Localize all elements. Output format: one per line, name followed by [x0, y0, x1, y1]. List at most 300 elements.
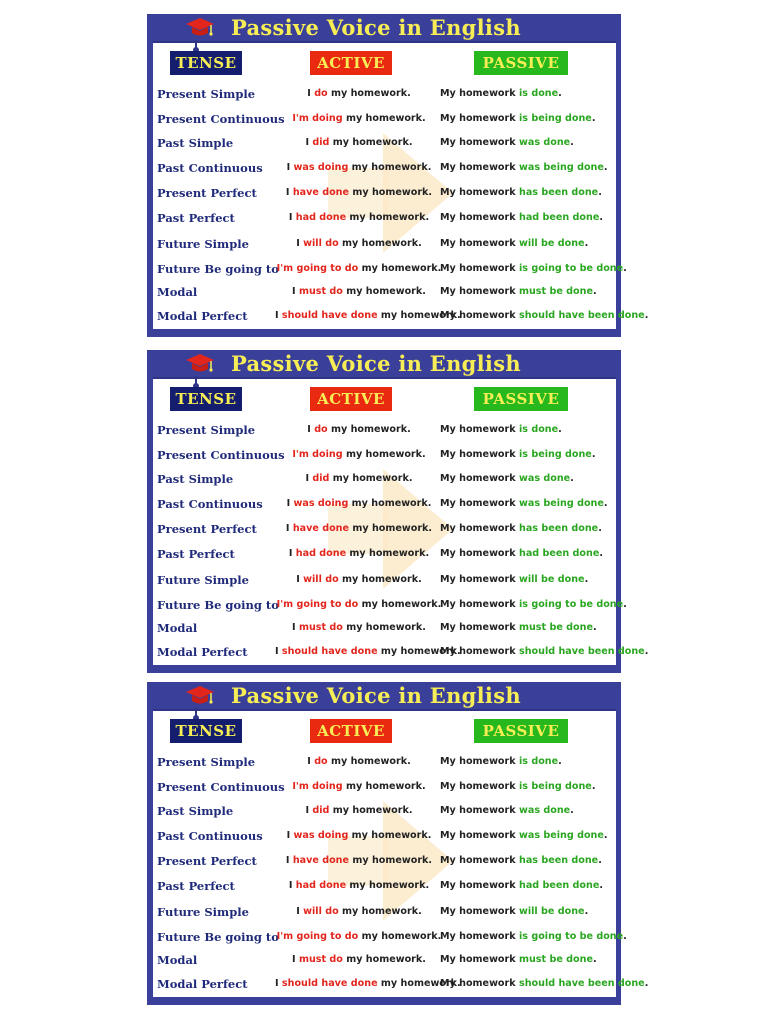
active-object: my homework.: [348, 498, 432, 509]
active-verb: I'm going to do: [276, 263, 359, 274]
passive-subject: My homework: [440, 805, 519, 816]
active-object: my homework.: [346, 212, 430, 223]
tense-name: Present Perfect: [157, 522, 257, 536]
tense-name: Present Simple: [157, 755, 256, 769]
passive-subject: My homework: [440, 880, 519, 891]
active-object: my homework.: [329, 137, 413, 148]
passive-subject: My homework: [440, 498, 519, 509]
active-subject: I: [286, 830, 294, 841]
passive-verb: is going to be done: [518, 599, 624, 610]
tense-name: Present Perfect: [157, 854, 257, 868]
active-sentence: [275, 133, 443, 153]
table-row: [153, 950, 616, 970]
passive-verb: is done: [518, 424, 559, 435]
active-subject: I: [296, 906, 304, 917]
tense-name: Past Perfect: [157, 211, 235, 225]
table-row: [153, 927, 627, 947]
passive-verb: is going to be done: [518, 931, 624, 942]
active-verb: I'm doing: [292, 781, 343, 792]
passive-sentence: [440, 259, 627, 279]
passive-verb: was being done: [518, 498, 604, 509]
passive-end: .: [599, 880, 603, 891]
tense-name: Present Continuous: [157, 112, 285, 126]
active-sentence: [275, 158, 443, 178]
tense-name: Past Simple: [157, 472, 234, 486]
active-subject: I: [292, 286, 299, 297]
passive-sentence: [440, 618, 597, 638]
active-sentence: [275, 109, 443, 129]
passive-verb: was being done: [518, 830, 604, 841]
passive-end: .: [644, 646, 649, 657]
active-subject: I: [288, 548, 296, 559]
active-sentence: [275, 494, 443, 514]
table-row: [153, 259, 627, 279]
tense-name: Past Continuous: [157, 161, 263, 175]
passive-end: .: [623, 263, 627, 274]
active-verb: should have done: [281, 310, 378, 321]
table-row: [153, 595, 627, 615]
passive-end: .: [598, 187, 602, 198]
passive-sentence: [440, 133, 574, 153]
passive-subject: My homework: [440, 424, 519, 435]
active-object: my homework.: [342, 113, 426, 124]
passive-verb: was done: [518, 473, 571, 484]
active-verb: was doing: [293, 830, 349, 841]
active-verb: should have done: [281, 646, 378, 657]
active-object: my homework.: [349, 523, 433, 534]
passive-verb: had been done: [518, 880, 600, 891]
header-passive: PASSIVE: [474, 51, 568, 75]
tense-name: Modal: [157, 621, 198, 635]
passive-verb: has been done: [518, 523, 599, 534]
active-subject: I: [275, 310, 282, 321]
active-object: my homework.: [358, 263, 442, 274]
tense-name: Past Continuous: [157, 829, 263, 843]
passive-voice-card: [147, 350, 649, 673]
tense-name: Past Simple: [157, 136, 234, 150]
passive-sentence: [440, 494, 608, 514]
passive-verb: was done: [518, 137, 571, 148]
table-row: [153, 974, 649, 994]
passive-end: .: [570, 137, 574, 148]
tense-name: Modal Perfect: [157, 645, 248, 659]
tense-name: Modal: [157, 953, 198, 967]
active-sentence: [275, 84, 443, 104]
passive-verb: should have been done: [518, 646, 645, 657]
tense-name: Past Continuous: [157, 497, 263, 511]
passive-end: .: [603, 498, 608, 509]
tense-name: Modal: [157, 285, 198, 299]
header-active: ACTIVE: [310, 51, 392, 75]
passive-sentence: [440, 826, 608, 846]
passive-verb: is done: [518, 88, 559, 99]
passive-sentence: [440, 752, 562, 772]
passive-sentence: [440, 84, 562, 104]
active-subject: I: [288, 212, 296, 223]
active-verb: do: [314, 88, 328, 99]
active-verb: should have done: [281, 978, 378, 989]
active-sentence: [275, 851, 443, 871]
active-subject: I: [307, 424, 315, 435]
passive-sentence: [440, 183, 602, 203]
active-sentence: [275, 570, 443, 590]
passive-sentence: [440, 306, 648, 326]
active-verb: I'm going to do: [276, 599, 359, 610]
passive-verb: is being done: [518, 449, 592, 460]
header-active: ACTIVE: [310, 719, 392, 743]
active-sentence: [275, 595, 443, 615]
passive-end: .: [592, 954, 597, 965]
passive-verb: was done: [518, 805, 571, 816]
active-verb: had done: [295, 212, 347, 223]
passive-sentence: [440, 851, 602, 871]
passive-subject: My homework: [440, 449, 519, 460]
passive-subject: My homework: [440, 238, 519, 249]
active-sentence: [275, 306, 461, 326]
passive-end: .: [591, 113, 596, 124]
tense-name: Future Be going to: [157, 262, 279, 276]
active-sentence: [275, 826, 443, 846]
passive-subject: My homework: [440, 954, 519, 965]
card-body: [153, 377, 649, 665]
active-verb: have done: [292, 187, 350, 198]
active-verb: did: [312, 137, 330, 148]
active-sentence: [275, 420, 443, 440]
passive-subject: My homework: [440, 599, 519, 610]
passive-verb: must be done: [518, 622, 593, 633]
passive-verb: will be done: [518, 906, 585, 917]
active-sentence: [275, 208, 443, 228]
active-verb: will do: [303, 906, 339, 917]
card-header: [147, 350, 621, 377]
passive-sentence: [440, 876, 603, 896]
active-object: my homework.: [349, 187, 433, 198]
passive-sentence: [440, 595, 627, 615]
passive-sentence: [440, 902, 588, 922]
active-object: my homework.: [346, 880, 430, 891]
passive-subject: My homework: [440, 756, 519, 767]
passive-voice-card: [147, 682, 649, 1005]
active-sentence: [275, 519, 443, 539]
active-sentence: [275, 445, 443, 465]
tense-name: Past Perfect: [157, 547, 235, 561]
table-row: [153, 851, 616, 871]
passive-subject: My homework: [440, 855, 519, 866]
passive-subject: My homework: [440, 263, 519, 274]
passive-sentence: [440, 544, 603, 564]
active-subject: I: [296, 574, 304, 585]
active-object: my homework.: [338, 574, 422, 585]
passive-sentence: [440, 109, 595, 129]
active-object: my homework.: [377, 978, 461, 989]
active-verb: did: [312, 805, 330, 816]
passive-verb: has been done: [518, 187, 599, 198]
active-verb: must do: [298, 622, 343, 633]
table-row: [153, 752, 616, 772]
passive-verb: was being done: [518, 162, 604, 173]
active-subject: I: [305, 137, 313, 148]
passive-end: .: [592, 286, 597, 297]
active-sentence: [275, 183, 443, 203]
active-subject: I: [286, 162, 294, 173]
active-subject: I: [285, 187, 293, 198]
tense-name: Past Perfect: [157, 879, 235, 893]
active-subject: I: [296, 238, 304, 249]
card-title: Passive Voice in English: [231, 683, 521, 708]
passive-end: .: [570, 473, 574, 484]
active-subject: I: [285, 855, 293, 866]
header-tense: TENSE: [170, 51, 242, 75]
active-sentence: [275, 974, 461, 994]
table-row: [153, 183, 616, 203]
active-sentence: [275, 469, 443, 489]
active-sentence: [275, 950, 443, 970]
table-row: [153, 777, 616, 797]
active-verb: was doing: [293, 498, 349, 509]
active-object: my homework.: [342, 622, 426, 633]
passive-verb: will be done: [518, 238, 585, 249]
table-row: [153, 519, 616, 539]
table-row: [153, 208, 616, 228]
active-object: my homework.: [327, 756, 411, 767]
passive-sentence: [440, 642, 648, 662]
passive-end: .: [558, 88, 562, 99]
active-subject: I: [275, 646, 282, 657]
table-row: [153, 902, 616, 922]
active-subject: I: [292, 622, 299, 633]
passive-subject: My homework: [440, 523, 519, 534]
active-object: my homework.: [338, 906, 422, 917]
active-sentence: [275, 259, 443, 279]
active-object: my homework.: [349, 855, 433, 866]
passive-subject: My homework: [440, 978, 519, 989]
passive-subject: My homework: [440, 931, 519, 942]
passive-end: .: [558, 756, 562, 767]
passive-subject: My homework: [440, 906, 519, 917]
passive-voice-card: [147, 14, 649, 337]
active-object: my homework.: [348, 162, 432, 173]
table-row: [153, 642, 649, 662]
table-row: [153, 876, 616, 896]
active-sentence: [275, 801, 443, 821]
table-row: [153, 801, 616, 821]
active-subject: I: [286, 498, 294, 509]
active-object: my homework.: [358, 931, 442, 942]
passive-verb: has been done: [518, 855, 599, 866]
active-verb: will do: [303, 574, 339, 585]
active-verb: do: [314, 756, 328, 767]
tense-name: Future Simple: [157, 237, 249, 251]
passive-verb: will be done: [518, 574, 585, 585]
active-object: my homework.: [377, 310, 461, 321]
active-subject: I: [275, 978, 282, 989]
passive-sentence: [440, 777, 595, 797]
passive-end: .: [623, 931, 627, 942]
header-passive: PASSIVE: [474, 387, 568, 411]
passive-verb: is done: [518, 756, 559, 767]
passive-end: .: [599, 212, 603, 223]
passive-end: .: [584, 906, 589, 917]
active-sentence: [275, 752, 443, 772]
active-object: my homework.: [327, 424, 411, 435]
table-row: [153, 133, 616, 153]
active-sentence: [275, 927, 443, 947]
active-object: my homework.: [346, 548, 430, 559]
passive-verb: must be done: [518, 954, 593, 965]
table-row: [153, 826, 616, 846]
active-sentence: [275, 642, 461, 662]
active-subject: I: [288, 880, 296, 891]
active-verb: will do: [303, 238, 339, 249]
tense-name: Present Continuous: [157, 780, 285, 794]
tense-name: Modal Perfect: [157, 309, 248, 323]
passive-end: .: [570, 805, 574, 816]
header-tense: TENSE: [170, 387, 242, 411]
passive-subject: My homework: [440, 212, 519, 223]
active-object: my homework.: [342, 449, 426, 460]
tense-name: Present Perfect: [157, 186, 257, 200]
table-row: [153, 544, 616, 564]
tense-name: Future Simple: [157, 573, 249, 587]
card-title: Passive Voice in English: [231, 351, 521, 376]
passive-subject: My homework: [440, 574, 519, 585]
passive-subject: My homework: [440, 113, 519, 124]
passive-sentence: [440, 208, 603, 228]
passive-end: .: [584, 574, 589, 585]
active-subject: I: [305, 805, 313, 816]
tense-name: Present Simple: [157, 423, 256, 437]
passive-subject: My homework: [440, 187, 519, 198]
tense-name: Future Be going to: [157, 598, 279, 612]
table-row: [153, 420, 616, 440]
passive-end: .: [599, 548, 603, 559]
graduation-cap-icon: [185, 353, 215, 375]
card-body: [153, 709, 649, 997]
passive-end: .: [558, 424, 562, 435]
active-verb: I'm going to do: [276, 931, 359, 942]
active-verb: must do: [298, 954, 343, 965]
active-subject: I: [285, 523, 293, 534]
table-row: [153, 109, 616, 129]
active-verb: had done: [295, 880, 347, 891]
active-object: my homework.: [358, 599, 442, 610]
tense-name: Present Simple: [157, 87, 256, 101]
table-row: [153, 618, 616, 638]
passive-sentence: [440, 801, 574, 821]
passive-end: .: [623, 599, 627, 610]
table-row: [153, 445, 616, 465]
passive-end: .: [591, 781, 596, 792]
active-verb: I'm doing: [292, 449, 343, 460]
passive-verb: had been done: [518, 548, 600, 559]
passive-verb: should have been done: [518, 310, 645, 321]
active-object: my homework.: [342, 286, 426, 297]
active-object: my homework.: [327, 88, 411, 99]
passive-subject: My homework: [440, 646, 519, 657]
passive-subject: My homework: [440, 310, 519, 321]
passive-sentence: [440, 570, 588, 590]
active-subject: I: [305, 473, 313, 484]
card-body: [153, 41, 649, 329]
passive-end: .: [644, 978, 649, 989]
passive-verb: is being done: [518, 113, 592, 124]
passive-sentence: [440, 234, 588, 254]
active-verb: I'm doing: [292, 113, 343, 124]
tense-name: Present Continuous: [157, 448, 285, 462]
passive-end: .: [584, 238, 589, 249]
passive-sentence: [440, 950, 597, 970]
active-verb: must do: [298, 286, 343, 297]
passive-verb: had been done: [518, 212, 600, 223]
table-row: [153, 570, 616, 590]
active-object: my homework.: [329, 473, 413, 484]
active-object: my homework.: [342, 781, 426, 792]
active-verb: was doing: [293, 162, 349, 173]
graduation-cap-icon: [185, 685, 215, 707]
active-object: my homework.: [348, 830, 432, 841]
active-sentence: [275, 618, 443, 638]
passive-subject: My homework: [440, 622, 519, 633]
passive-end: .: [644, 310, 649, 321]
active-sentence: [275, 234, 443, 254]
header-active: ACTIVE: [310, 387, 392, 411]
active-sentence: [275, 777, 443, 797]
passive-end: .: [598, 855, 602, 866]
active-object: my homework.: [338, 238, 422, 249]
active-subject: I: [292, 954, 299, 965]
table-row: [153, 234, 616, 254]
passive-end: .: [603, 162, 608, 173]
passive-subject: My homework: [440, 473, 519, 484]
active-subject: I: [307, 88, 315, 99]
header-passive: PASSIVE: [474, 719, 568, 743]
active-sentence: [275, 876, 443, 896]
passive-subject: My homework: [440, 781, 519, 792]
passive-end: .: [592, 622, 597, 633]
passive-sentence: [440, 519, 602, 539]
passive-subject: My homework: [440, 88, 519, 99]
table-row: [153, 306, 649, 326]
active-subject: I: [307, 756, 315, 767]
table-row: [153, 469, 616, 489]
active-sentence: [275, 902, 443, 922]
passive-end: .: [603, 830, 608, 841]
tense-name: Modal Perfect: [157, 977, 248, 991]
passive-sentence: [440, 974, 648, 994]
active-verb: have done: [292, 523, 350, 534]
table-row: [153, 84, 616, 104]
active-verb: have done: [292, 855, 350, 866]
card-title: Passive Voice in English: [231, 15, 521, 40]
active-verb: had done: [295, 548, 347, 559]
passive-subject: My homework: [440, 162, 519, 173]
table-row: [153, 282, 616, 302]
passive-sentence: [440, 282, 597, 302]
passive-sentence: [440, 158, 608, 178]
table-row: [153, 158, 616, 178]
table-row: [153, 494, 616, 514]
passive-sentence: [440, 445, 595, 465]
active-object: my homework.: [377, 646, 461, 657]
header-tense: TENSE: [170, 719, 242, 743]
passive-sentence: [440, 469, 574, 489]
active-sentence: [275, 544, 443, 564]
active-object: my homework.: [329, 805, 413, 816]
card-header: [147, 14, 621, 41]
passive-verb: is going to be done: [518, 263, 624, 274]
passive-sentence: [440, 420, 562, 440]
active-verb: do: [314, 424, 328, 435]
